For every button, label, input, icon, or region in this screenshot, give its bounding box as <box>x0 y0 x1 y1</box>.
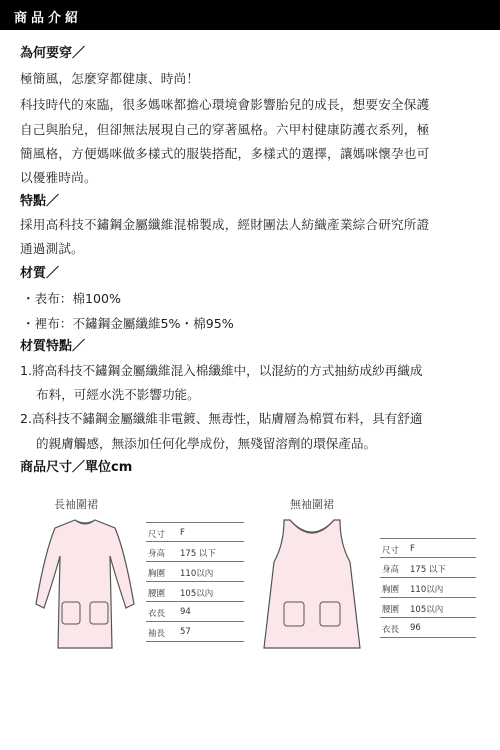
spec-value: 105以內 <box>410 605 444 615</box>
spec-label: 身高 <box>382 565 400 575</box>
spec-value: 110以內 <box>410 585 444 595</box>
garment-title-sleeveless: 無袖圍裙 <box>290 498 334 511</box>
spec-label: 尺寸 <box>382 546 400 556</box>
material-feature-item <box>20 408 422 427</box>
feature-line: 通過測試。 <box>20 241 84 256</box>
right-pocket <box>320 602 340 626</box>
why-line: 簡風格，方便媽咪做多樣式的服裝搭配，多樣式的選擇，讓媽咪懷孕也可 <box>20 146 430 161</box>
spec-row <box>146 542 244 562</box>
spec-label: 身高 <box>148 549 166 559</box>
sleeveless-spec-table <box>380 538 476 640</box>
header-bar <box>0 0 500 30</box>
garment-title-long-sleeve: 長袖圍裙 <box>54 498 98 511</box>
spec-row <box>146 522 244 542</box>
spec-row <box>380 558 476 578</box>
header-title: 商品介紹 <box>14 11 83 26</box>
left-pocket <box>284 602 304 626</box>
spec-row <box>146 622 244 642</box>
spec-label: 胸圍 <box>382 585 400 595</box>
spec-row <box>146 562 244 582</box>
material-feature-item <box>20 360 422 379</box>
long-sleeve-spec-table <box>146 522 244 644</box>
item-text: 將高科技不鏽鋼金屬纖維混入棉纖維中，以混紡的方式抽紡成紗再織成 <box>32 363 423 378</box>
section-heading-size: 商品尺寸／單位cm <box>20 460 133 475</box>
material-item: ・裡布：不鏽鋼金屬纖維5%・棉95% <box>22 316 234 331</box>
spec-label: 腰圍 <box>382 605 400 615</box>
spec-value: F <box>180 528 185 538</box>
spec-value: 175 以下 <box>410 565 446 575</box>
right-pocket <box>90 602 108 624</box>
spec-value: 105以內 <box>180 589 214 599</box>
item-text: 高科技不鏽鋼金屬纖維非電鍍、無毒性，貼膚層為棉質布料，具有舒適 <box>32 411 423 426</box>
spec-row <box>380 538 476 558</box>
spec-value: F <box>410 544 415 554</box>
material-feature-item-cont: 的親膚觸感，無添加任何化學成份，無殘留溶劑的環保產品。 <box>36 436 377 451</box>
spec-label: 胸圍 <box>148 569 166 579</box>
material-item: ・表布：棉100% <box>22 291 121 306</box>
long-sleeve-apron-body <box>36 520 134 648</box>
sleeveless-apron-body <box>264 520 360 648</box>
spec-label: 衣長 <box>148 609 166 619</box>
section-heading-feature: 特點／ <box>20 194 60 209</box>
spec-value: 175 以下 <box>180 549 216 559</box>
spec-label: 衣長 <box>382 625 400 635</box>
spec-row <box>380 618 476 638</box>
left-pocket <box>62 602 80 624</box>
why-line: 極簡風，怎麼穿都健康、時尚！ <box>20 71 200 86</box>
feature-line: 採用高科技不鏽鋼金屬纖維混棉製成，經財團法人紡織產業綜合研究所證 <box>20 217 430 232</box>
section-heading-why: 為何要穿／ <box>20 46 86 61</box>
long-sleeve-apron-illustration <box>30 512 140 662</box>
spec-row <box>146 582 244 602</box>
material-feature-item-cont: 布料，可經水洗不影響功能。 <box>36 387 200 402</box>
why-line: 科技時代的來臨，很多媽咪都擔心環境會影響胎兒的成長，想要安全保護 <box>20 97 430 112</box>
why-line: 自己與胎兒，但卻無法展現自己的穿著風格。六甲村健康防護衣系列，極 <box>20 122 430 137</box>
section-heading-material-features: 材質特點／ <box>20 339 86 354</box>
spec-label: 袖長 <box>148 629 166 639</box>
spec-row <box>146 602 244 622</box>
item-number: 2. <box>20 411 33 426</box>
spec-value: 96 <box>410 623 421 633</box>
why-line: 以優雅時尚。 <box>20 170 97 185</box>
item-number: 1. <box>20 363 33 378</box>
spec-value: 57 <box>180 627 191 637</box>
spec-label: 腰圍 <box>148 589 166 599</box>
spec-value: 110以內 <box>180 569 214 579</box>
spec-label: 尺寸 <box>148 530 166 540</box>
sleeveless-apron-illustration <box>262 510 362 660</box>
section-heading-material: 材質／ <box>20 266 60 281</box>
spec-row <box>380 598 476 618</box>
spec-value: 94 <box>180 607 191 617</box>
spec-row <box>380 578 476 598</box>
